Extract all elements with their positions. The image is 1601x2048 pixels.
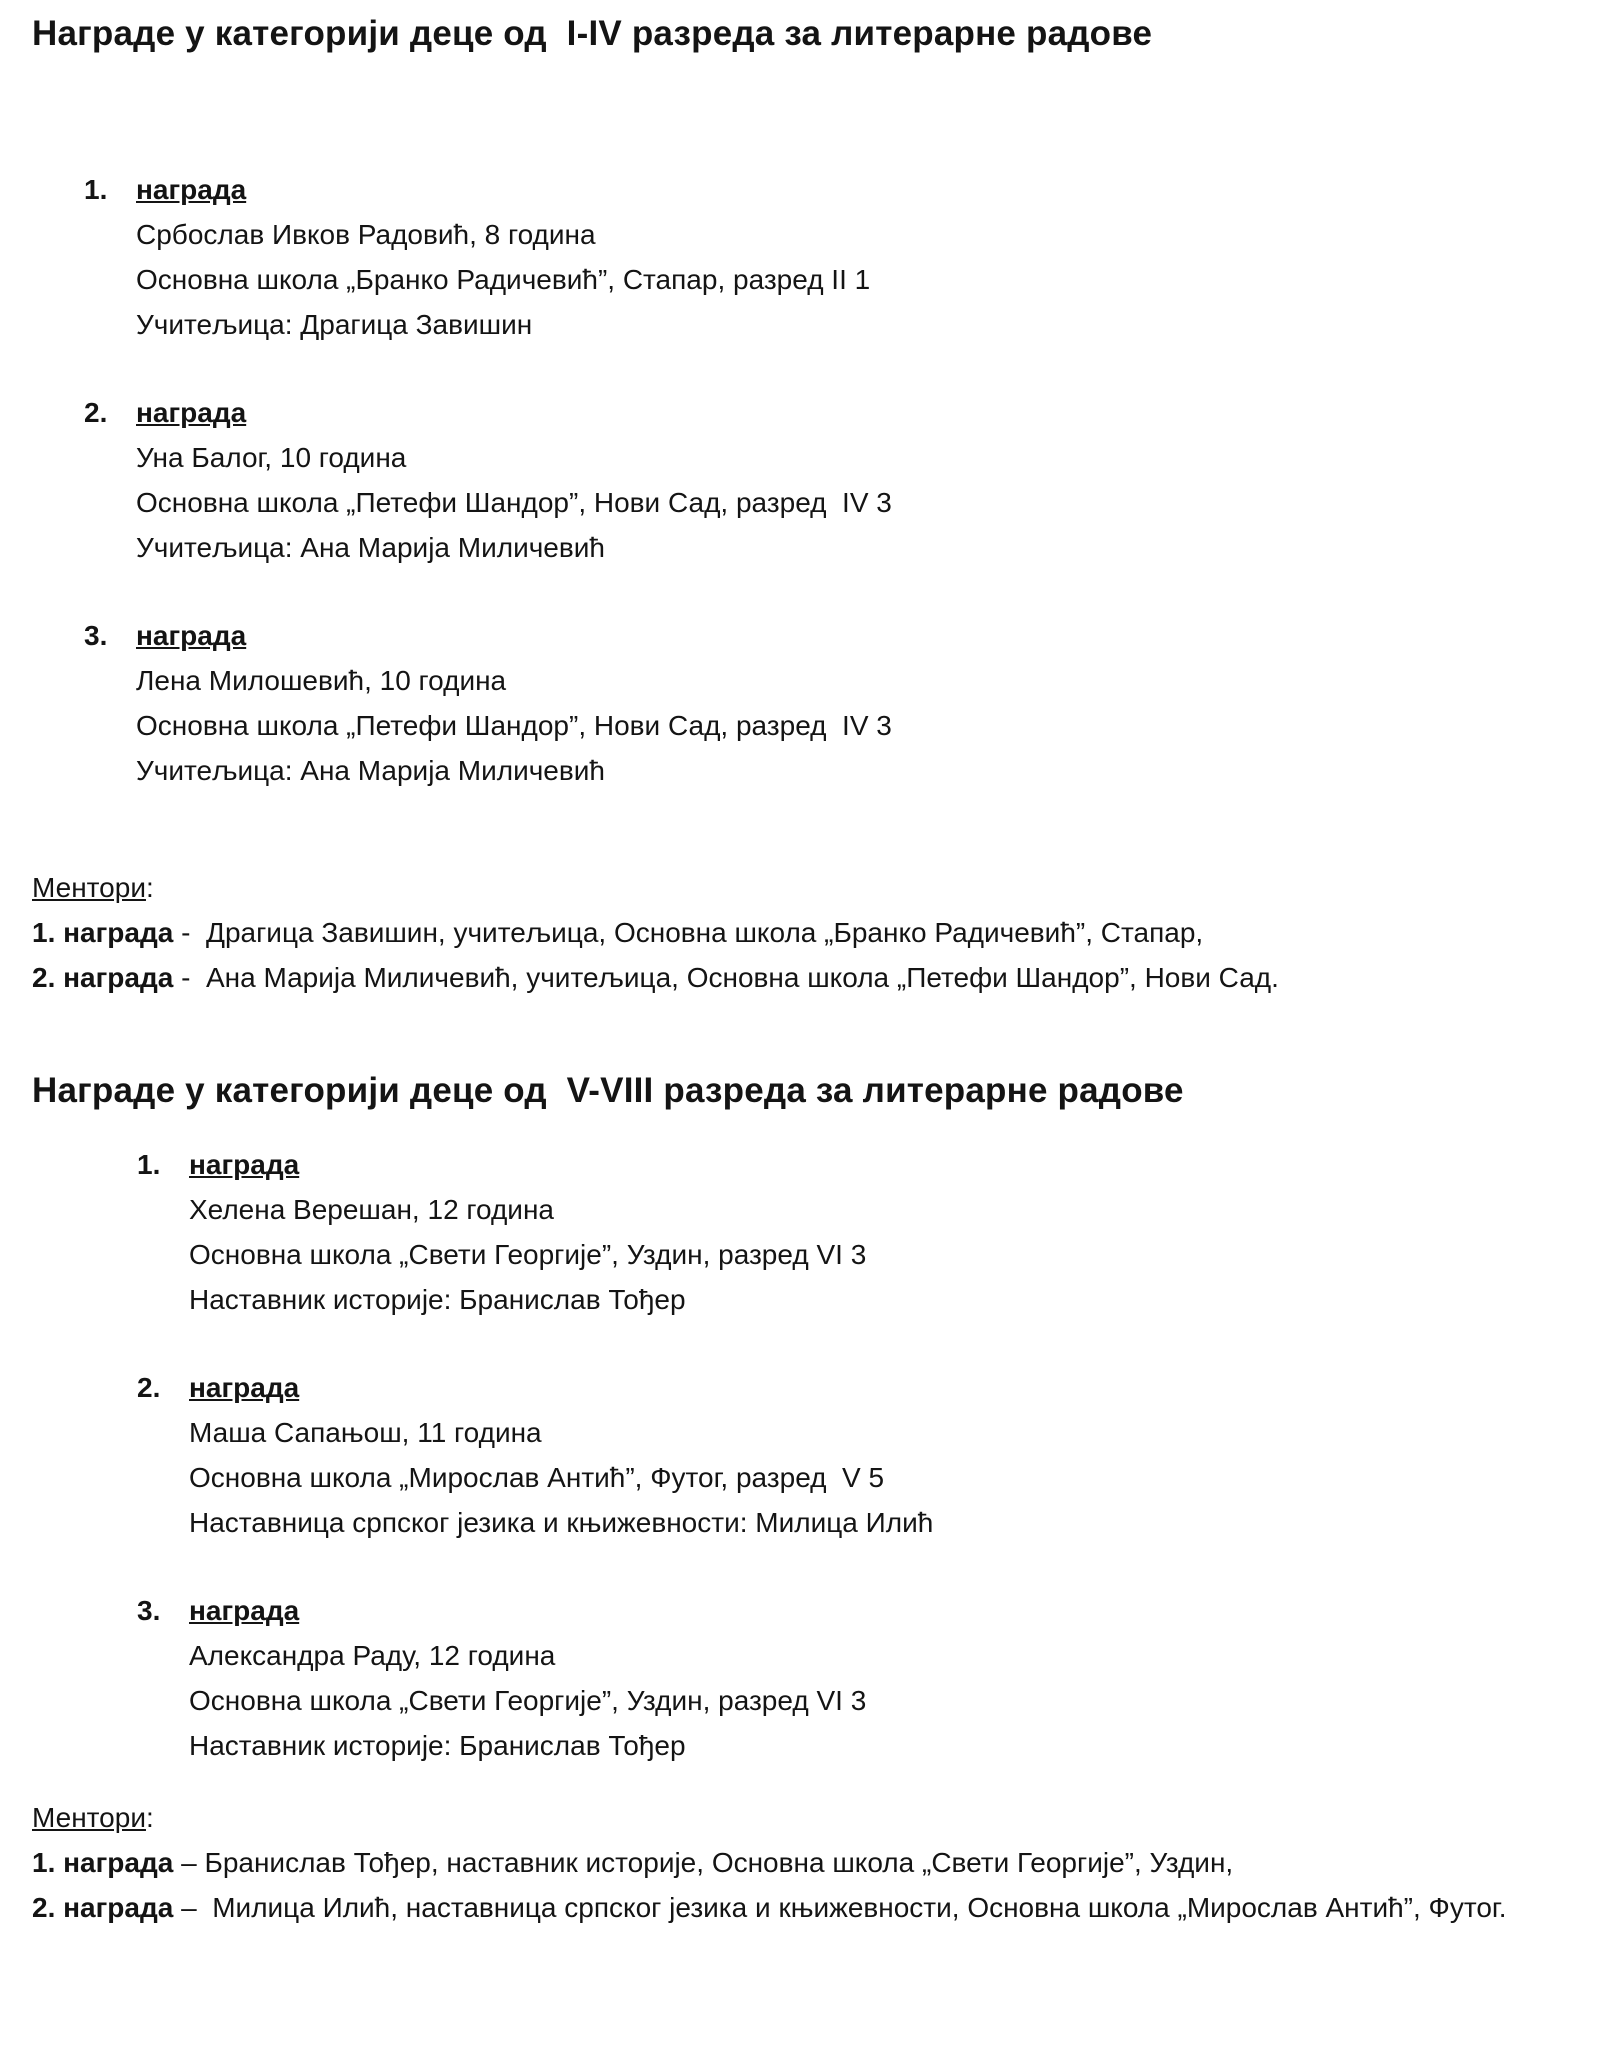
award-title: награда [189,1372,300,1403]
mentor-text: Милица Илић, наставница српског језика и књижевности, Основна школа „Мирослав Антић”, Футог. [212,1892,1507,1923]
mentor-line [32,959,1592,1004]
award-title: награда [189,1595,300,1626]
mentor-separator: - [173,962,206,993]
student-teacher: Учитељица: Ана Марија Миличевић [136,755,605,786]
student-school: Основна школа „Петефи Шандор”, Нови Сад, разред IV 3 [136,710,892,741]
student-school: Основна школа „Мирослав Антић”, Футог, разред V 5 [189,1462,885,1493]
mentors-block [32,1799,1592,1934]
mentor-separator: - [173,917,206,948]
section-heading-1-4: Награде у категорији деце од I-IV разреда за литерарне радове [32,14,1153,53]
mentor-text: Драгица Завишин, учитељица, Основна школа „Бранко Радичевић”, Стапар, [205,917,1204,948]
mentors-colon: : [145,872,154,903]
mentors-block [32,869,1592,1004]
mentor-line [32,1889,1592,1934]
section-heading-5-8: Награде у категорији деце од V-VIII разреда за литерарне радове [32,1071,1184,1110]
award-title: награда [136,397,247,428]
mentor-separator: – [173,1892,213,1923]
mentor-award: 1. награда [32,917,174,948]
award-number: 2. [137,1372,161,1403]
student-teacher: Наставник историје: Бранислав Тођер [189,1284,686,1315]
mentor-separator: – [173,1847,205,1878]
student-name: Србослав Ивков Радовић, 8 година [136,219,596,250]
student-teacher: Наставница српског језика и књижевности: Милица Илић [189,1507,934,1538]
award-number: 1. [84,174,108,205]
student-name: Лена Милошевић, 10 година [136,665,507,696]
mentor-line [32,1844,1592,1889]
mentor-award: 2. награда [32,962,174,993]
student-name: Уна Балог, 10 година [136,442,407,473]
student-school: Основна школа „Свети Георгије”, Уздин, разред VI 3 [189,1685,867,1716]
mentor-text: Ана Марија Миличевић, учитељица, Основна школа „Петефи Шандор”, Нови Сад. [205,962,1279,993]
award-number: 2. [84,397,108,428]
student-school: Основна школа „Свети Георгије”, Уздин, разред VI 3 [189,1239,867,1270]
mentor-award: 1. награда [32,1847,174,1878]
student-name: Маша Сапањош, 11 година [189,1417,542,1448]
student-teacher: Учитељица: Драгица Завишин [136,309,533,340]
mentor-text: Бранислав Тођер, наставник историје, Основна школа „Свети Георгије”, Уздин, [204,1847,1234,1878]
mentors-label: Ментори [32,872,146,903]
award-number: 3. [84,620,108,651]
student-teacher: Наставник историје: Бранислав Тођер [189,1730,686,1761]
award-title: награда [189,1149,300,1180]
student-name: Хелена Верешан, 12 година [189,1194,554,1225]
mentors-colon: : [145,1802,154,1833]
award-title: награда [136,174,247,205]
mentor-award: 2. награда [32,1892,174,1923]
mentors-label: Ментори [32,1802,146,1833]
student-school: Основна школа „Петефи Шандор”, Нови Сад, разред IV 3 [136,487,892,518]
award-number: 3. [137,1595,161,1626]
award-number: 1. [137,1149,161,1180]
student-school: Основна школа „Бранко Радичевић”, Стапар, разред II 1 [136,264,871,295]
mentor-line [32,914,1592,959]
award-title: награда [136,620,247,651]
student-name: Александра Раду, 12 година [189,1640,556,1671]
student-teacher: Учитељица: Ана Марија Миличевић [136,532,605,563]
